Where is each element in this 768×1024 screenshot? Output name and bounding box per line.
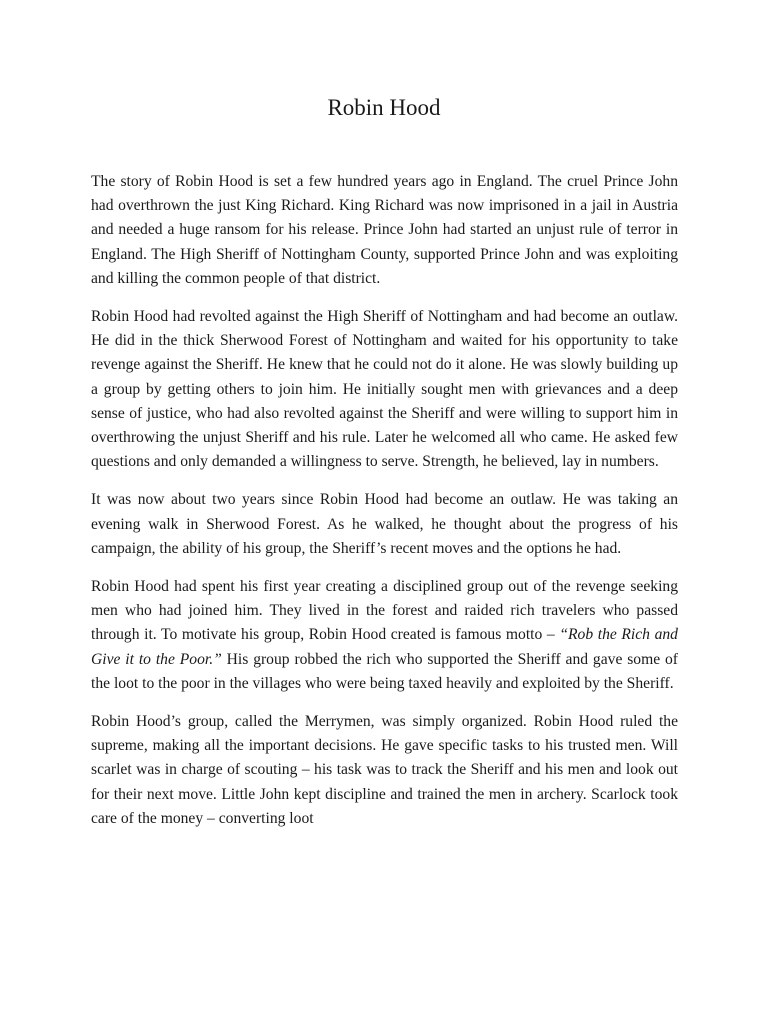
document-body <box>91 170 678 845</box>
paragraph-3: It was now about two years since Robin Hood had become an outlaw. He was taking an evening walk in Sherwood Forest. As he walked, he thought about the progress of his campaign, the ability of his group, the Sheriff’s recent moves and the options he had. <box>91 491 678 557</box>
paragraph-2: Robin Hood had revolted against the High Sheriff of Nottingham and had become an outlaw. He did in the thick Sherwood Forest of Nottingham and waited for his opportunity to take revenge against the Sheriff. He knew that he could not do it alone. He was slowly building up a group by getting others to join him. He initially sought men with grievances and a deep sense of justice, who had also revolted against the Sheriff and were willing to support him in overthrowing the unjust Sheriff and his rule. Later he welcomed all who came. He asked few questions and only demanded a willingness to serve. Strength, he believed, lay in numbers. <box>91 308 678 471</box>
motto-quote: “Rob the Rich and Give it to the Poor.” <box>91 626 678 668</box>
paragraph-5: Robin Hood’s group, called the Merrymen, was simply organized. Robin Hood ruled the supreme, making all the important decisions. He gave specific tasks to his trusted men. Will scarlet was in charge of scouting – his task was to track the Sheriff and his men and look out for their next move. Little John kept discipline and trained the men in archery. Scarlock took care of the money – converting loot <box>91 713 678 827</box>
paragraph-4-intro: Robin Hood had spent his first year creating a disciplined group out of the revenge seeking men who had joined him. They lived in the forest and raided rich travelers who passed through it. To motivate his group, Robin Hood created is famous motto – <box>91 578 678 644</box>
page-title: Robin Hood <box>327 95 441 120</box>
paragraph-1: The story of Robin Hood is set a few hundred years ago in England. The cruel Prince John had overthrown the just King Richard. King Richard was now imprisoned in a jail in Austria and needed a huge ransom for his release. Prince John had started an unjust rule of terror in England. The High Sheriff of Nottingham County, supported Prince John and was exploiting and killing the common people of that district. <box>91 173 678 287</box>
paragraph-4-rest: His group robbed the rich who supported the Sheriff and gave some of the loot to the poor in the villages who were being taxed heavily and exploited by the Sheriff. <box>91 650 679 692</box>
paragraph-4 <box>91 575 678 696</box>
